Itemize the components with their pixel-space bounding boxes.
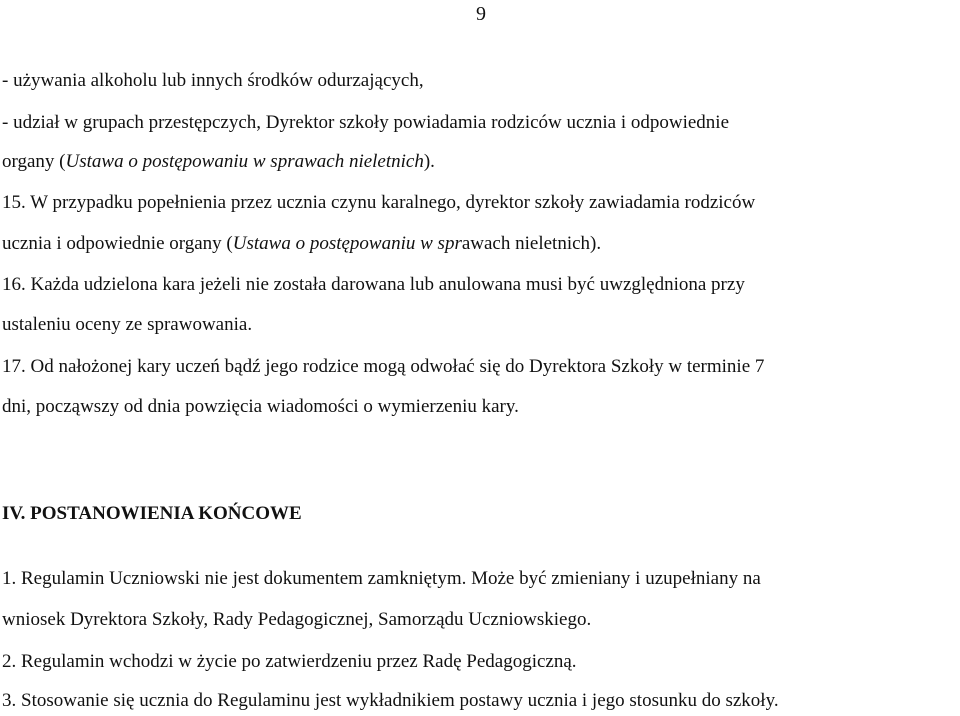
final-provision-2: 2. Regulamin wchodzi w życie po zatwierdzeniu przez Radę Pedagogiczną. bbox=[2, 651, 577, 672]
page-number: 9 bbox=[476, 3, 486, 25]
final-provision-1-line-2: wniosek Dyrektora Szkoły, Rady Pedagogicznej, Samorządu Uczniowskiego. bbox=[2, 609, 592, 630]
law-reference: Ustawa o postępowaniu w sprawach nieletnich bbox=[65, 151, 424, 172]
text-segment: awach nieletnich). bbox=[461, 233, 602, 254]
final-provision-3: 3. Stosowanie się ucznia do Regulaminu jest wykładnikiem postawy ucznia i jego stosunku do szkoły. bbox=[2, 690, 779, 711]
paragraph-17-line-1: 17. Od nałożonej kary uczeń bądź jego rodzice mogą odwołać się do Dyrektora Szkoły w terminie 7 bbox=[2, 356, 765, 377]
paragraph-16-line-2: ustaleniu oceny ze sprawowania. bbox=[2, 314, 253, 335]
text-segment: ucznia i odpowiednie organy ( bbox=[2, 233, 233, 254]
list-item-criminal-groups-continuation bbox=[2, 150, 435, 174]
section-heading: IV. POSTANOWIENIA KOŃCOWE bbox=[2, 503, 302, 524]
final-provision-1-line-1: 1. Regulamin Uczniowski nie jest dokumentem zamkniętym. Może być zmieniany i uzupełniany na bbox=[2, 568, 761, 589]
paragraph-16-line-1: 16. Każda udzielona kara jeżeli nie została darowana lub anulowana musi być uwzględniona przy bbox=[2, 274, 745, 295]
paragraph-15-line-2 bbox=[2, 232, 601, 256]
text-segment: organy ( bbox=[2, 151, 66, 172]
text-segment: ). bbox=[423, 151, 435, 172]
law-reference: Ustawa o postępowaniu w spr bbox=[232, 233, 462, 254]
paragraph-17-line-2: dni, począwszy od dnia powzięcia wiadomości o wymierzeniu kary. bbox=[2, 396, 519, 417]
list-item-alcohol: - używania alkoholu lub innych środków odurzających, bbox=[2, 70, 424, 91]
paragraph-15-line-1: 15. W przypadku popełnienia przez ucznia czynu karalnego, dyrektor szkoły zawiadamia rodziców bbox=[2, 192, 756, 213]
list-item-criminal-groups: - udział w grupach przestępczych, Dyrektor szkoły powiadamia rodziców ucznia i odpowiednie bbox=[2, 112, 730, 133]
